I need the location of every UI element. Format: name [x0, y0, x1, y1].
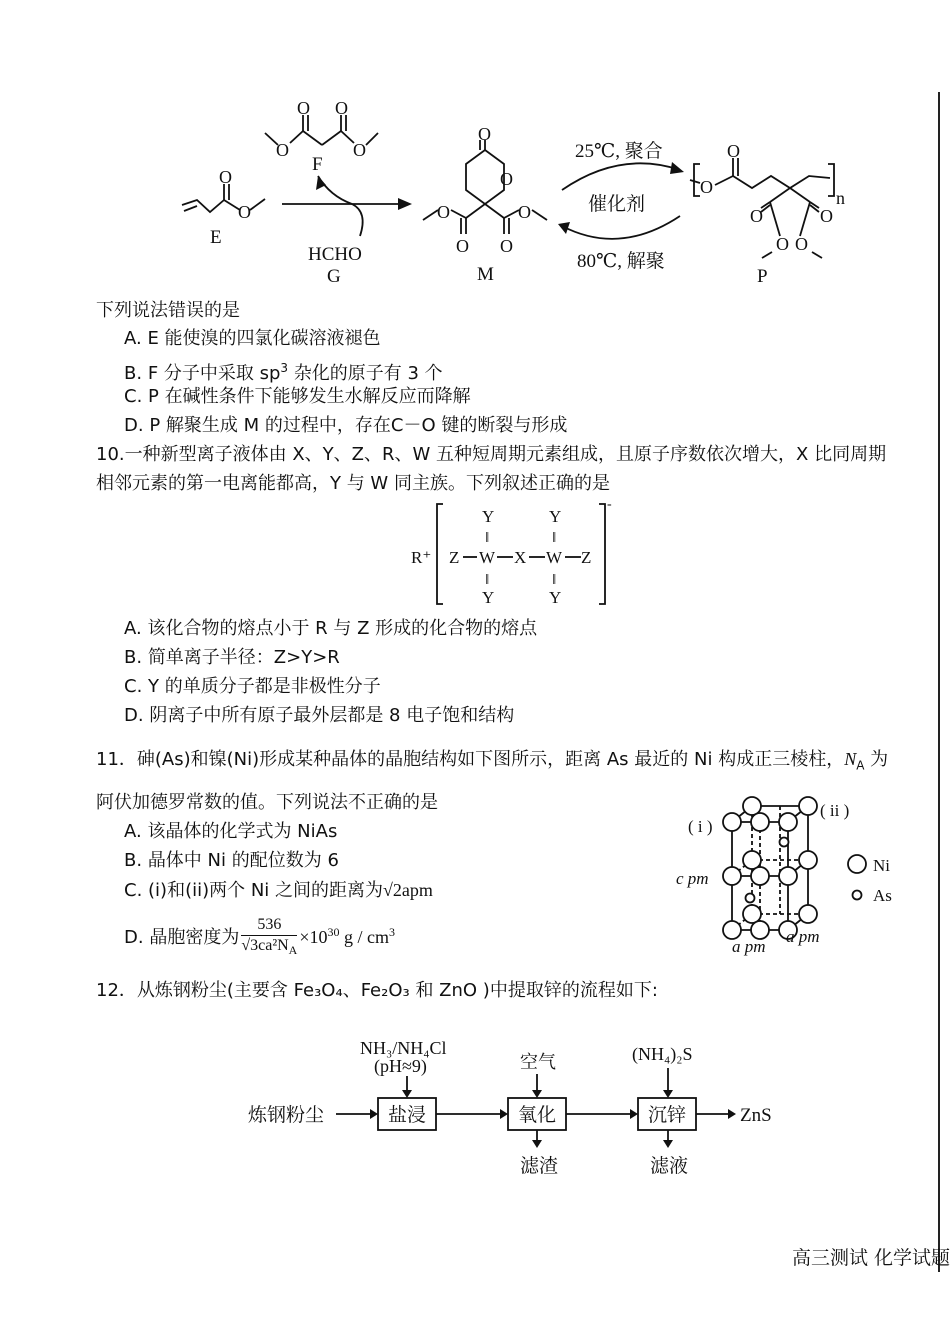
anion-structure [405, 497, 625, 610]
cation-R: R⁺ [411, 548, 432, 567]
step2-label: 氧化 [518, 1105, 557, 1126]
reagent1-line2: (pH≈9) [374, 1056, 427, 1076]
step3-label: 沉锌 [648, 1105, 687, 1126]
atom-Y: Y [482, 507, 495, 526]
flow-input: 炼钢粉尘 [248, 1105, 325, 1126]
reaction-arrow [282, 176, 412, 236]
molecule-M [423, 124, 547, 285]
label-G: G [327, 266, 341, 287]
label-ii: ( ii ) [820, 801, 850, 820]
crystal-cell-figure [670, 790, 930, 960]
label-c: c pm [676, 869, 709, 888]
molecule-F [265, 98, 378, 175]
reagent3: (NH₄)₂S [632, 1044, 693, 1064]
legend-as-marker [853, 891, 862, 900]
atom-O: O [500, 169, 513, 189]
q9-option-d: D. P 解聚生成 M 的过程中，存在C－O 键的断裂与形成 [124, 415, 568, 436]
q10-option-d: D. 阴离子中所有原子最外层都是 8 电子饱和结构 [124, 705, 515, 726]
q10-option-c: C. Y 的单质分子都是非极性分子 [124, 676, 381, 697]
label-a-side: a pm [786, 927, 820, 946]
q9-option-a: A. E 能使溴的四氯化碳溶液褪色 [124, 328, 381, 349]
q11-option-b: B. 晶体中 Ni 的配位数为 6 [124, 850, 339, 871]
q10-stem-line2: 相邻元素的第一电离能都高，Y 与 W 同主族。下列叙述正确的是 [96, 473, 610, 494]
atom-W-left: W [479, 548, 496, 567]
atom-O: O [353, 140, 366, 160]
double-bond: ‖ [552, 572, 557, 588]
molecule-P [690, 141, 845, 287]
reverse-condition: 80℃, 解聚 [577, 251, 665, 272]
process-flowchart [240, 1030, 840, 1180]
right-margin-rule [938, 92, 940, 1272]
reaction-scheme [0, 0, 950, 300]
flow-product: ZnS [740, 1105, 772, 1126]
out3: 滤液 [650, 1156, 689, 1177]
atom-O: O [776, 234, 789, 254]
atom-O: O [478, 124, 491, 144]
atom-O: O [500, 236, 513, 256]
q9-option-c: C. P 在碱性条件下能够发生水解反应而降解 [124, 386, 471, 407]
atom-O: O [219, 167, 232, 187]
step1-label: 盐浸 [388, 1105, 427, 1126]
atom-O: O [518, 202, 531, 222]
label-a-bottom: a pm [732, 937, 766, 956]
atom-O: O [335, 98, 348, 118]
q10-option-b: B. 简单离子半径：Z>Y>R [124, 647, 340, 668]
atom-O: O [700, 177, 713, 197]
q10-stem-line1: 10.一种新型离子液体由 X、Y、Z、R、W 五种短周期元素组成，且原子序数依次增大，X 比同周期 [96, 444, 887, 465]
legend-ni-marker [848, 855, 866, 873]
molecule-E [182, 167, 265, 248]
reagent-G: HCHO [308, 244, 362, 265]
ni-atoms [723, 797, 817, 939]
atom-Z-right: Z [581, 548, 592, 567]
legend-ni: Ni [873, 856, 890, 875]
q10-option-a: A. 该化合物的熔点小于 R 与 Z 形成的化合物的熔点 [124, 618, 538, 639]
double-bond: ‖ [485, 572, 490, 588]
double-bond: ‖ [485, 530, 490, 546]
label-E: E [210, 227, 222, 248]
atom-O: O [727, 141, 740, 161]
atom-Y: Y [549, 588, 562, 607]
reagent2: 空气 [520, 1052, 556, 1072]
atom-X: X [514, 548, 527, 567]
atom-W-right: W [546, 548, 563, 567]
atom-Y: Y [482, 588, 495, 607]
atom-O: O [238, 202, 251, 222]
equilibrium-arrows [558, 140, 684, 272]
label-P: P [757, 266, 768, 287]
atom-O: O [437, 202, 450, 222]
q11-option-a: A. 该晶体的化学式为 NiAs [124, 821, 338, 842]
atom-O: O [750, 206, 763, 226]
double-bond: ‖ [552, 530, 557, 546]
label-F: F [312, 154, 323, 175]
reagent1-line1: NH₃/NH₄Cl [360, 1038, 447, 1058]
catalyst-label: 催化剂 [588, 194, 646, 215]
atom-Y: Y [549, 507, 562, 526]
q11-option-d: D. 晶胞密度为 $\frac{536}{√3ca^2N_A}$ $\times 10^{30}$ g / $cm^3$ [124, 910, 930, 961]
density-fraction: $\frac{536}{√3ca^2N_A}$ [241, 916, 298, 958]
atom-O: O [795, 234, 808, 254]
q12-stem: 12．从炼钢粉尘(主要含 Fe₃O₄、Fe₂O₃ 和 ZnO )中提取锌的流程如下: [96, 980, 658, 1001]
out2: 滤渣 [520, 1156, 559, 1177]
q11-option-c: C. (i)和(ii)两个 Ni 之间的距离为√2apm [124, 880, 433, 901]
anion-charge: - [607, 497, 612, 512]
q9-stem: 下列说法错误的是 [96, 300, 240, 321]
label-i: ( i ) [688, 817, 713, 836]
q11-stem-line1: 11．砷(As)和镍(Ni)形成某种晶体的晶胞结构如下图所示，距离 As 最近的 Ni 构成正三棱柱，$N_A$ 为 [96, 749, 889, 773]
atom-Z-left: Z [449, 548, 460, 567]
atom-O: O [456, 236, 469, 256]
repeat-n: n [836, 188, 845, 208]
atom-O: O [276, 140, 289, 160]
q9-option-b: B. F 分子中采取 $sp^3$ 杂化的原子有 3 个 [124, 361, 443, 384]
label-M: M [477, 264, 494, 285]
forward-condition: 25℃, 聚合 [575, 141, 663, 162]
page-footer: 高三测试 化学试题 [791, 1247, 950, 1269]
atom-O: O [820, 206, 833, 226]
atom-O: O [297, 98, 310, 118]
legend-as: As [873, 886, 892, 905]
q11-stem-line2: 阿伏加德罗常数的值。下列说法不正确的是 [96, 792, 438, 813]
